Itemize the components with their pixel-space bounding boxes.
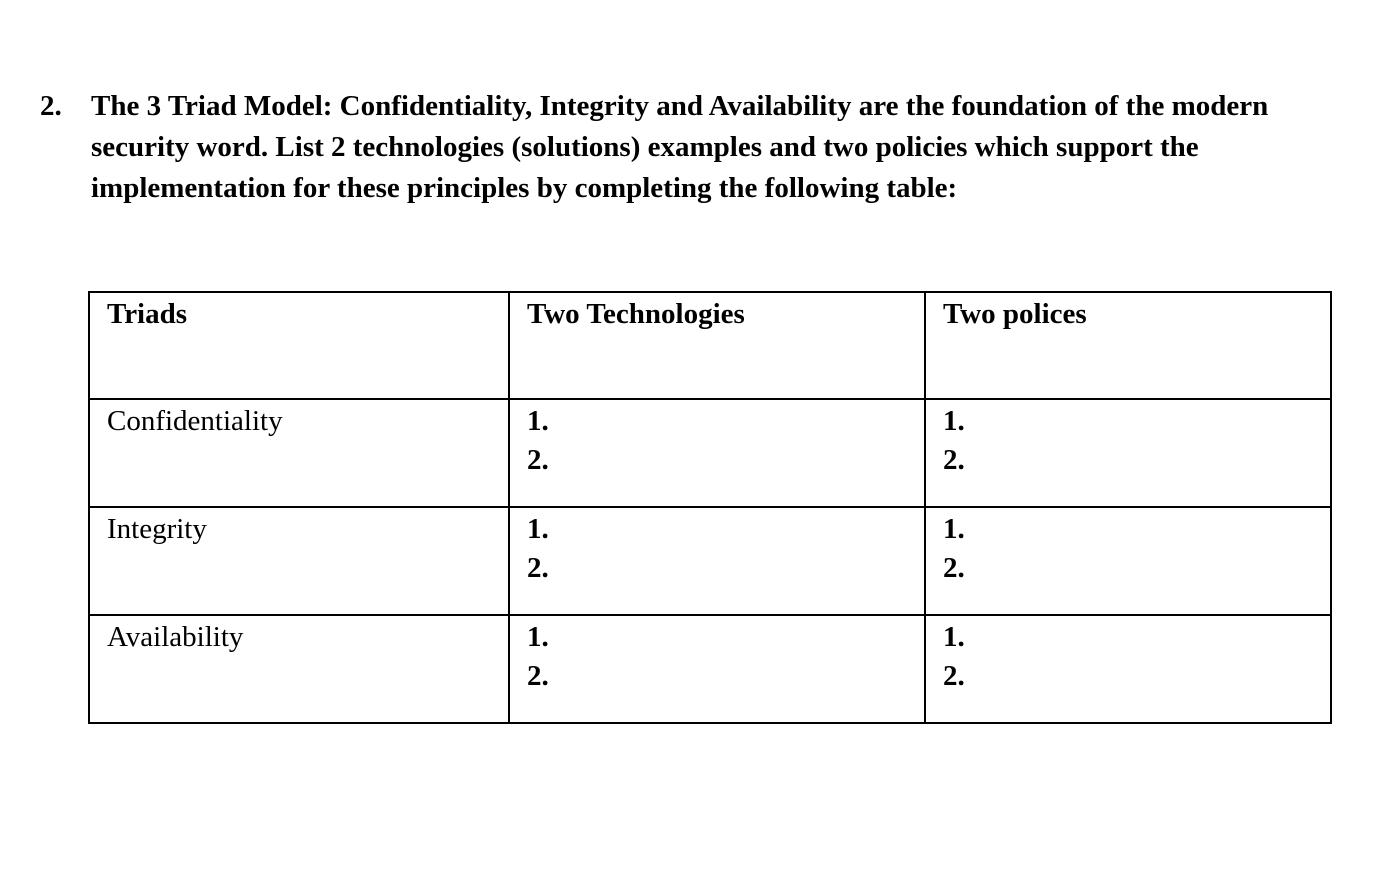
triad-cell: Confidentiality [89,399,509,507]
table-header-row [89,292,1331,399]
header-two-technologies: Two Technologies [509,292,925,399]
list-item: 1. [527,405,549,437]
triad-table [88,291,1332,724]
technologies-cell[interactable] [509,615,925,723]
policies-cell[interactable] [925,507,1331,615]
list-item: 2. [527,444,549,476]
header-two-policies: Two polices [925,292,1331,399]
triad-cell: Integrity [89,507,509,615]
technologies-cell[interactable] [509,507,925,615]
policies-cell[interactable] [925,399,1331,507]
list-item: 1. [527,621,549,653]
table-row-confidentiality [89,399,1331,507]
list-item: 2. [943,660,965,692]
question-text: The 3 Triad Model: Confidentiality, Integrity and Availability are the foundation of the modern security word. List 2 technologies (solutions) examples and two policies which support the implementation for these principles by completing the following table: [91,90,1269,204]
table-row-integrity [89,507,1331,615]
list-item: 2. [943,444,965,476]
question-number: 2. [40,90,62,122]
list-item: 1. [943,621,965,653]
list-item: 1. [943,513,965,545]
header-triads: Triads [89,292,509,399]
technologies-cell[interactable] [509,399,925,507]
list-item: 2. [527,660,549,692]
list-item: 2. [527,552,549,584]
triad-cell: Availability [89,615,509,723]
table-row-availability [89,615,1331,723]
question-block [40,86,1280,209]
list-item: 1. [943,405,965,437]
policies-cell[interactable] [925,615,1331,723]
list-item: 2. [943,552,965,584]
list-item: 1. [527,513,549,545]
